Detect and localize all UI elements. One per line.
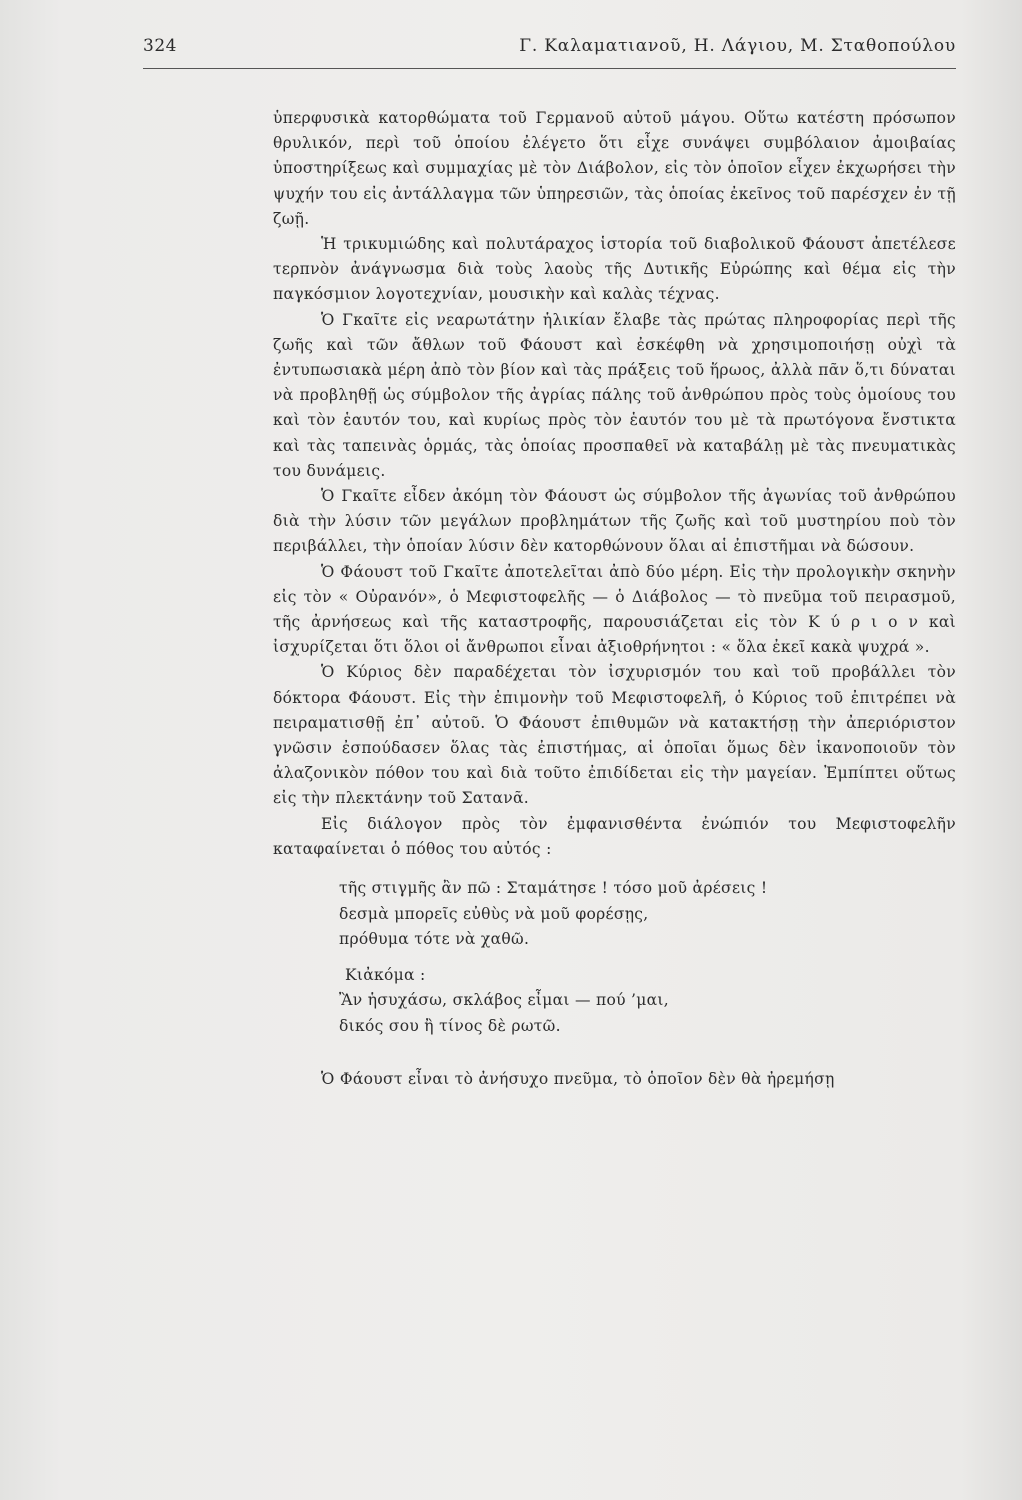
verse-intro: Κιἀκόμα :: [345, 965, 426, 984]
page-number: 324: [143, 36, 177, 56]
verse-line: δεσμὰ μπορεῖς εὐθὺς νὰ μοῦ φορέσῃς,: [339, 904, 649, 923]
paragraph: Εἰς διάλογον πρὸς τὸν ἐμφανισθέντα ἐνώπιόν του Μεφιστοφελῆν καταφαίνεται ὁ πόθος του αὐτός :: [273, 814, 956, 858]
verse-line: τῆς στιγμῆς ἂν πῶ : Σταμάτησε ! τόσο μοῦ ἀρέσεις !: [339, 879, 768, 898]
spacer: [273, 1049, 956, 1067]
verse-line: δικός σου ἢ τίνος δὲ ρωτῶ.: [339, 1016, 561, 1035]
paragraph: Ὁ Κύριος δὲν παραδέχεται τὸν ἰσχυρισμόν του καὶ τοῦ προβάλλει τὸν δόκτορα Φάουστ. Εἰς τὴν ἐπιμονὴν τοῦ Μεφιστοφελῆ, ὁ Κύριος τοῦ ἐπιτρέπει νὰ πειραματισθῇ ἐπ᾽ αὐτοῦ. Ὁ Φάουστ ἐπιθυμῶν νὰ κατακτήσῃ τὴν ἀπεριόριστον γνῶσιν ἐσπούδασεν ὅλας τὰς ἐπιστήμας, αἱ ὁποῖαι ὅμως δὲν ἱκανοποιοῦν τὸν ἀλαζονικὸν πόθον του καὶ διὰ τοῦτο ἐπιδίδεται εἰς τὴν μαγείαν. Ἐμπίπτει οὕτως εἰς τὴν πλεκτάνην τοῦ Σατανᾶ.: [273, 663, 956, 808]
verse-line: πρόθυμα τότε νὰ χαθῶ.: [339, 930, 530, 949]
page-header: [143, 36, 956, 62]
verse-line: Ἂν ἡσυχάσω, σκλάβος εἶμαι — πού ’μαι,: [339, 991, 670, 1010]
paragraph: Ὁ Γκαῖτε εἶδεν ἀκόμη τὸν Φάουστ ὡς σύμβολον τῆς ἀγωνίας τοῦ ἀνθρώπου διὰ τὴν λύσιν τῶν μεγάλων προβλημάτων τῆς ζωῆς καὶ τοῦ μυστηρίου ποὺ τὸν περιβάλλει, τὴν ὁποίαν λύσιν δὲν κατορθώνουν ὅλαι αἱ ἐπιστῆμαι νὰ δώσουν.: [273, 487, 956, 556]
paragraph: Ὁ Γκαῖτε εἰς νεαρωτάτην ἡλικίαν ἔλαβε τὰς πρώτας πληροφορίας περὶ τῆς ζωῆς καὶ τῶν ἄθλων τοῦ Φάουστ καὶ ἐσκέφθη νὰ χρησιμοποιήσῃ οὐχὶ τὰ ἐντυπωσιακὰ μέρη ἀπὸ τὸν βίον καὶ τὰς πράξεις τοῦ ἥρωος, ἀλλὰ πᾶν ὅ,τι δύναται νὰ προβληθῇ ὡς σύμβολον τῆς ἀγρίας πάλης τοῦ ἀνθρώπου πρὸς τοὺς ὁμοίους του καὶ τὸν ἑαυτόν του, καὶ κυρίως πρὸς τὸν ἑαυτόν του μὲ τὰ πρωτόγονα ἔνστικτα καὶ τὰς ταπεινὰς ὁρμάς, τὰς ὁποίας προσπαθεῖ νὰ καταβάλῃ μὲ τὰς πνευματικὰς του δυνάμεις.: [273, 310, 956, 480]
header-rule: [143, 68, 956, 69]
paragraph: Ἡ τρικυμιώδης καὶ πολυτάραχος ἱστορία τοῦ διαβολικοῦ Φάουστ ἀπετέλεσε τερπνὸν ἀνάγνωσμα διὰ τοὺς λαοὺς τῆς Δυτικῆς Εὐρώπης καὶ θέμα εἰς τὴν παγκόσμιον λογοτεχνίαν, μουσικὴν καὶ καλὰς τέχνας.: [273, 235, 956, 304]
verse-quote: [339, 876, 956, 1039]
paragraph: Ὁ Φάουστ τοῦ Γκαῖτε ἀποτελεῖται ἀπὸ δύο μέρη. Εἰς τὴν προλογικὴν σκηνὴν εἰς τὸν « Οὐρανόν», ὁ Μεφιστοφελῆς — ὁ Διάβολος — τὸ πνεῦμα τοῦ πειρασμοῦ, τῆς ἀρνήσεως καὶ τῆς καταστροφῆς, παρουσιάζεται εἰς τὸν Κ ύ ρ ι ο ν καὶ ἰσχυρίζεται ὅτι ὅλοι οἱ ἄνθρωποι εἶναι ἀξιοθρήνητοι : « ὅλα ἐκεῖ κακὰ ψυχρά ».: [273, 562, 956, 657]
running-head: Γ. Καλαματιανοῦ, Η. Λάγιου, Μ. Σταθοπούλου: [519, 36, 956, 56]
paragraph: ὑπερφυσικὰ κατορθώματα τοῦ Γερμανοῦ αὐτοῦ μάγου. Οὕτω κατέστη πρόσωπον θρυλικόν, περὶ τοῦ ὁποίου ἐλέγετο ὅτι εἶχε συνάψει συμβόλαιον ἀμοιβαίας ὑποστηρίξεως καὶ συμμαχίας μὲ τὸν Διάβολον, εἰς τὸν ὁποῖον εἶχεν ἐκχωρήσει τὴν ψυχήν του εἰς ἀντάλλαγμα τῶν ὑπηρεσιῶν, τὰς ὁποίας ἐκεῖνος τοῦ παρέσχεν ἐν τῇ ζωῇ.: [273, 109, 956, 228]
body-text: [273, 106, 956, 1092]
paragraph: Ὁ Φάουστ εἶναι τὸ ἀνήσυχο πνεῦμα, τὸ ὁποῖον δὲν θὰ ἠρεμήσῃ: [321, 1070, 835, 1089]
